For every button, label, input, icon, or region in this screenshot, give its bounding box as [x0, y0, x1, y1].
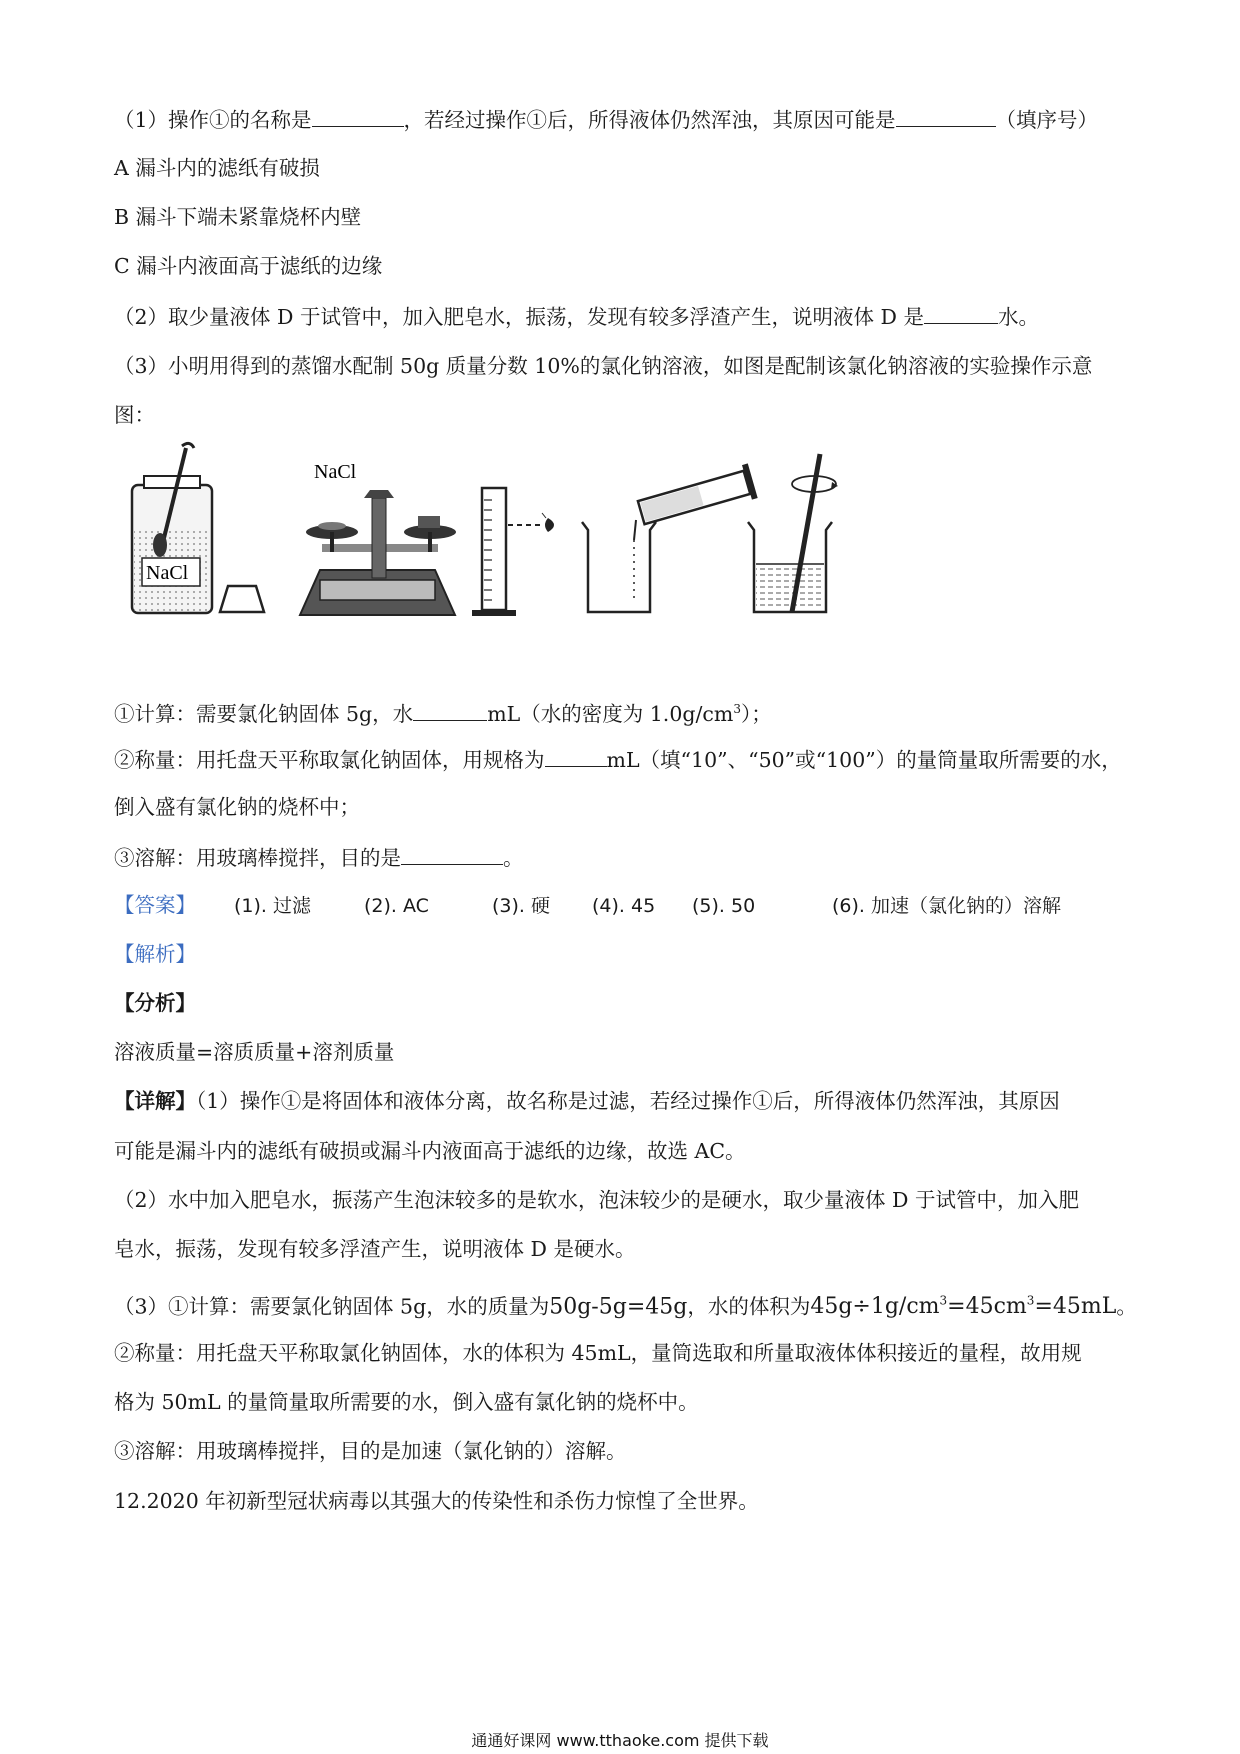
fenxi-label: 【分析】: [114, 991, 196, 1015]
step-2: ②称量：用托盘天平称取氯化钠固体，用规格为 mL（填“10”、“50”或“100”）的量筒量取所需要的水，: [114, 744, 1122, 774]
option-b: B 漏斗下端未紧靠烧杯内壁: [114, 205, 362, 229]
answer-line: [114, 891, 1061, 920]
detail-p2-line1: （2）水中加入肥皂水，振荡产生泡沫较多的是软水，泡沫较少的是硬水，取少量液体 D 于试管中，加入肥: [114, 1188, 1080, 1212]
answer-blank: [924, 301, 998, 324]
answer-item: (6). 加速（氯化钠的）溶解: [832, 895, 1061, 917]
graduated-cylinder: [472, 488, 554, 616]
step-3: ③溶解：用玻璃棒搅拌，目的是 。: [114, 842, 524, 872]
answer-blank: [401, 842, 503, 865]
answer-item: (3). 硬: [492, 895, 550, 917]
question-2: （2）取少量液体 D 于试管中，加入肥皂水，振荡，发现有较多浮渣产生，说明液体 D 是 水。: [114, 301, 1039, 331]
detail-p4-line2: 格为 50mL 的量筒量取所需要的水，倒入盛有氯化钠的烧杯中。: [114, 1390, 699, 1414]
answer-blank: [545, 744, 607, 767]
question-3-line2: 图：: [114, 403, 155, 427]
answer-blank: [413, 698, 487, 721]
detail-p3: （3）①计算：需要氯化钠固体 5g，水的质量为50g-5g=45g，水的体积为$45g\div 1g/cm^3=45cm^3=45mL$。: [114, 1294, 1137, 1320]
detail-p2-line2: 皂水，振荡，发现有较多浮渣产生，说明液体 D 是硬水。: [114, 1237, 636, 1261]
answer-item: (2). AC: [364, 895, 429, 917]
answer-item: (4). 45: [592, 895, 656, 917]
math-expression: 50g-5g=45g: [549, 1294, 688, 1320]
page-footer: 通通好课网 www.tthaoke.com 提供下载: [471, 1731, 769, 1750]
step-1: ①计算：需要氯化钠固体 5g，水 mL（水的密度为 $1.0g/cm^3$）；: [114, 695, 772, 728]
answer-blank: [312, 104, 404, 127]
stirring-beaker: [748, 454, 838, 612]
question-12: 12.2020 年初新型冠状病毒以其强大的传染性和杀伤力惊惶了全世界。: [114, 1489, 759, 1513]
detail-p1-line1: 【详解】（1）操作①是将固体和液体分离，故名称是过滤，若经过操作①后，所得液体仍然浑浊，其原因: [114, 1089, 1060, 1113]
analysis-label: 【解析】: [114, 942, 196, 966]
pouring-beaker: [582, 463, 758, 612]
answer-label: 【答案】: [114, 893, 196, 917]
balance-label: NaCl: [314, 461, 357, 483]
question-1: （1）操作①的名称是 ，若经过操作①后，所得液体仍然浑浊，其原因可能是 （填序号）: [114, 104, 1098, 134]
formula-line: 溶液质量=溶质质量+溶剂质量: [114, 1040, 395, 1064]
option-c: C 漏斗内液面高于滤纸的边缘: [114, 254, 383, 278]
bottle-label: NaCl: [146, 562, 189, 584]
detail-p4-line1: ②称量：用托盘天平称取氯化钠固体，水的体积为 45mL，量筒选取和所量取液体体积接近的量程，故用规: [114, 1341, 1082, 1365]
detail-p1-line2: 可能是漏斗内的滤纸有破损或漏斗内液面高于滤纸的边缘，故选 AC。: [114, 1139, 746, 1163]
step-2-cont: 倒入盛有氯化钠的烧杯中；: [114, 795, 360, 819]
option-a: A 漏斗内的滤纸有破损: [114, 156, 320, 180]
question-3-line1: （3）小明用得到的蒸馏水配制 50g 质量分数 10%的氯化钠溶液，如图是配制该氯化钠溶液的实验操作示意: [114, 354, 1093, 378]
detail-p5: ③溶解：用玻璃棒搅拌，目的是加速（氯化钠的）溶解。: [114, 1439, 627, 1463]
experiment-figure: [120, 440, 960, 620]
weight-block: [220, 586, 264, 612]
balance-scale: [300, 461, 456, 615]
answer-item: (1). 过滤: [234, 895, 311, 917]
answer-blank: [896, 104, 996, 127]
reagent-bottle: [132, 443, 212, 613]
math-expression: $45g\div 1g/cm^3=45cm^3=45mL$: [810, 1294, 1117, 1320]
answer-item: (5). 50: [692, 895, 756, 917]
